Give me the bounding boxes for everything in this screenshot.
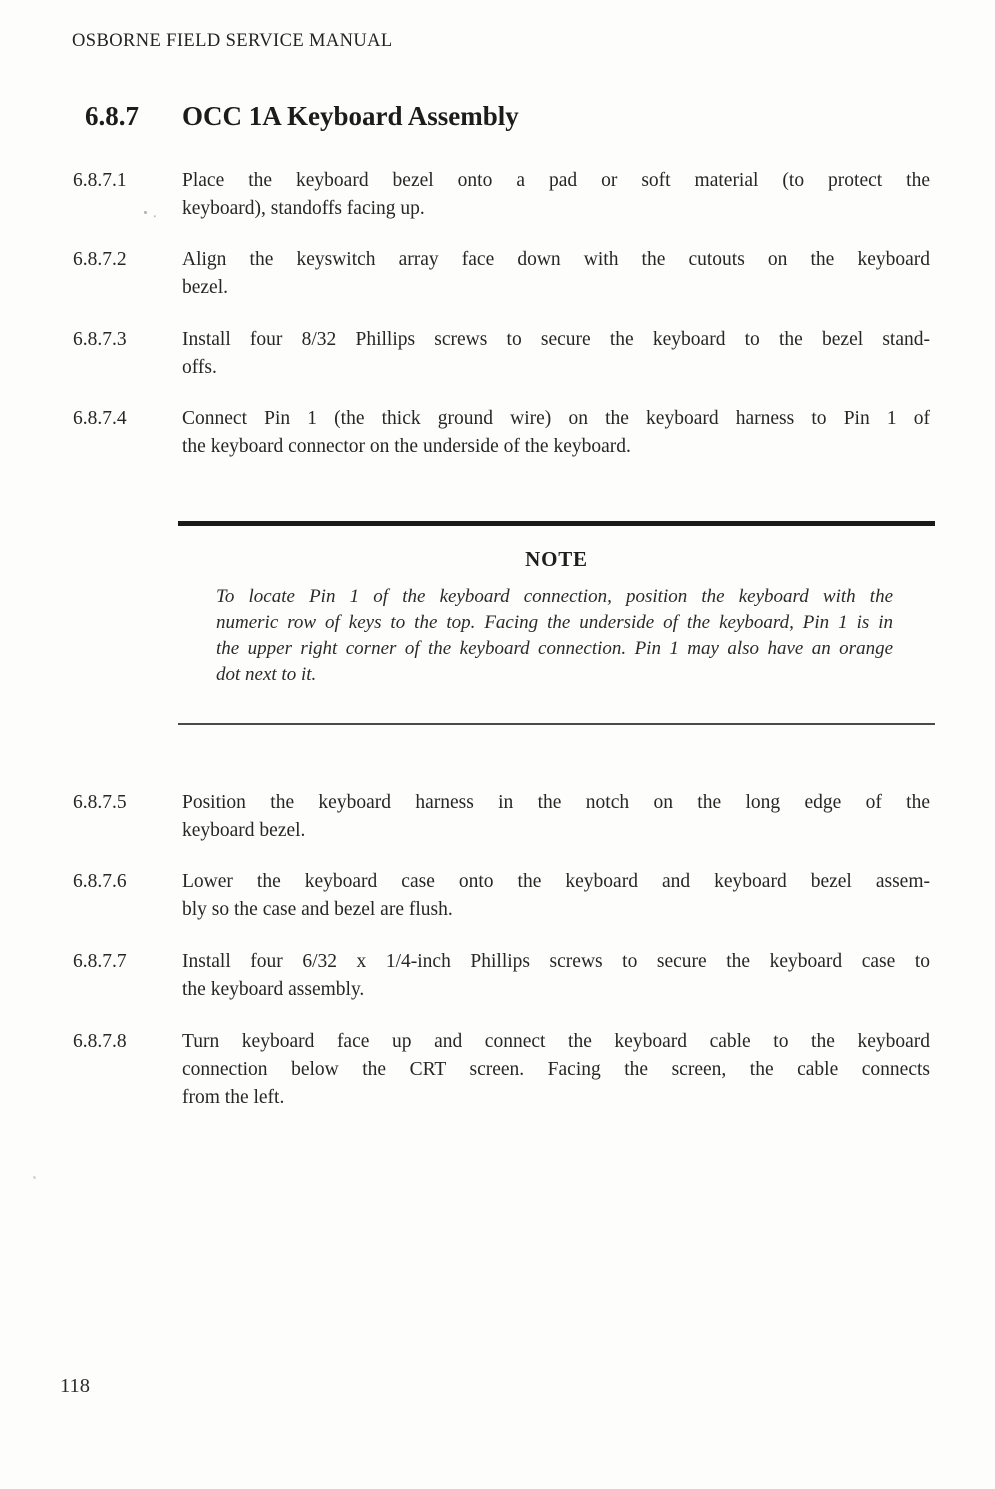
step-6-8-7-5	[73, 789, 930, 845]
page-number: 118	[60, 1375, 90, 1397]
text-line: Place the keyboard bezel onto a pad or soft material (to protect the	[182, 170, 930, 191]
step-6-8-7-8	[73, 1028, 930, 1112]
text-line: numeric row of keys to the top. Facing the underside of the keyboard, Pin 1 is in	[216, 612, 893, 633]
step-text	[182, 405, 930, 461]
step-6-8-7-7	[73, 948, 930, 1004]
text-line: the keyboard assembly.	[182, 979, 365, 1000]
text-line: Turn keyboard face up and connect the keyboard cable to the keyboard	[182, 1031, 930, 1052]
text-line: Position the keyboard harness in the notch on the long edge of the	[182, 792, 930, 813]
text-line: dot next to it.	[216, 664, 317, 685]
scan-artifact	[33, 1176, 37, 1180]
text-line: connection below the CRT screen. Facing the screen, the cable connects	[182, 1059, 930, 1080]
text-line: Connect Pin 1 (the thick ground wire) on the keyboard harness to Pin 1 of	[182, 408, 930, 429]
text-line: keyboard bezel.	[182, 820, 306, 841]
step-6-8-7-2	[73, 246, 930, 302]
text-line: the upper right corner of the keyboard connection. Pin 1 may also have an orange	[216, 638, 893, 659]
step-text	[182, 868, 930, 924]
text-line: Align the keyswitch array face down with the cutouts on the keyboard	[182, 249, 930, 270]
step-6-8-7-3	[73, 326, 930, 382]
text-line: bezel.	[182, 277, 229, 298]
note-block	[178, 521, 935, 725]
text-line: To locate Pin 1 of the keyboard connection, position the keyboard with the	[216, 586, 893, 607]
text-line: Install four 8/32 Phillips screws to secure the keyboard to the bezel stand-	[182, 329, 930, 350]
text-line: offs.	[182, 357, 217, 378]
step-text	[182, 326, 930, 382]
step-number: 6.8.7.1	[73, 170, 127, 191]
section-heading	[85, 101, 519, 132]
step-number: 6.8.7.4	[73, 408, 127, 429]
step-6-8-7-6	[73, 868, 930, 924]
text-line: keyboard), standoffs facing up.	[182, 198, 425, 219]
text-line: Install four 6/32 x 1/4-inch Phillips screws to secure the keyboard case to	[182, 951, 930, 972]
step-text	[182, 789, 930, 845]
text-line: from the left.	[182, 1087, 285, 1108]
step-number: 6.8.7.6	[73, 871, 127, 892]
text-line: the keyboard connector on the underside of the keyboard.	[182, 436, 631, 457]
running-header: OSBORNE FIELD SERVICE MANUAL	[72, 31, 393, 51]
section-number: 6.8.7	[85, 101, 139, 131]
step-text	[182, 948, 930, 1004]
step-number: 6.8.7.3	[73, 329, 127, 350]
section-title: OCC 1A Keyboard Assembly	[182, 101, 519, 131]
step-number: 6.8.7.2	[73, 249, 127, 270]
step-number: 6.8.7.7	[73, 951, 127, 972]
step-6-8-7-1	[73, 167, 930, 223]
step-6-8-7-4	[73, 405, 930, 461]
note-label: NOTE	[525, 547, 588, 571]
step-text	[182, 246, 930, 302]
step-text	[182, 167, 930, 223]
note-text	[178, 584, 935, 688]
step-text	[182, 1028, 930, 1112]
text-line: Lower the keyboard case onto the keyboard and keyboard bezel assem-	[182, 871, 930, 892]
step-number: 6.8.7.5	[73, 792, 127, 813]
step-number: 6.8.7.8	[73, 1031, 127, 1052]
text-line: bly so the case and bezel are flush.	[182, 899, 453, 920]
